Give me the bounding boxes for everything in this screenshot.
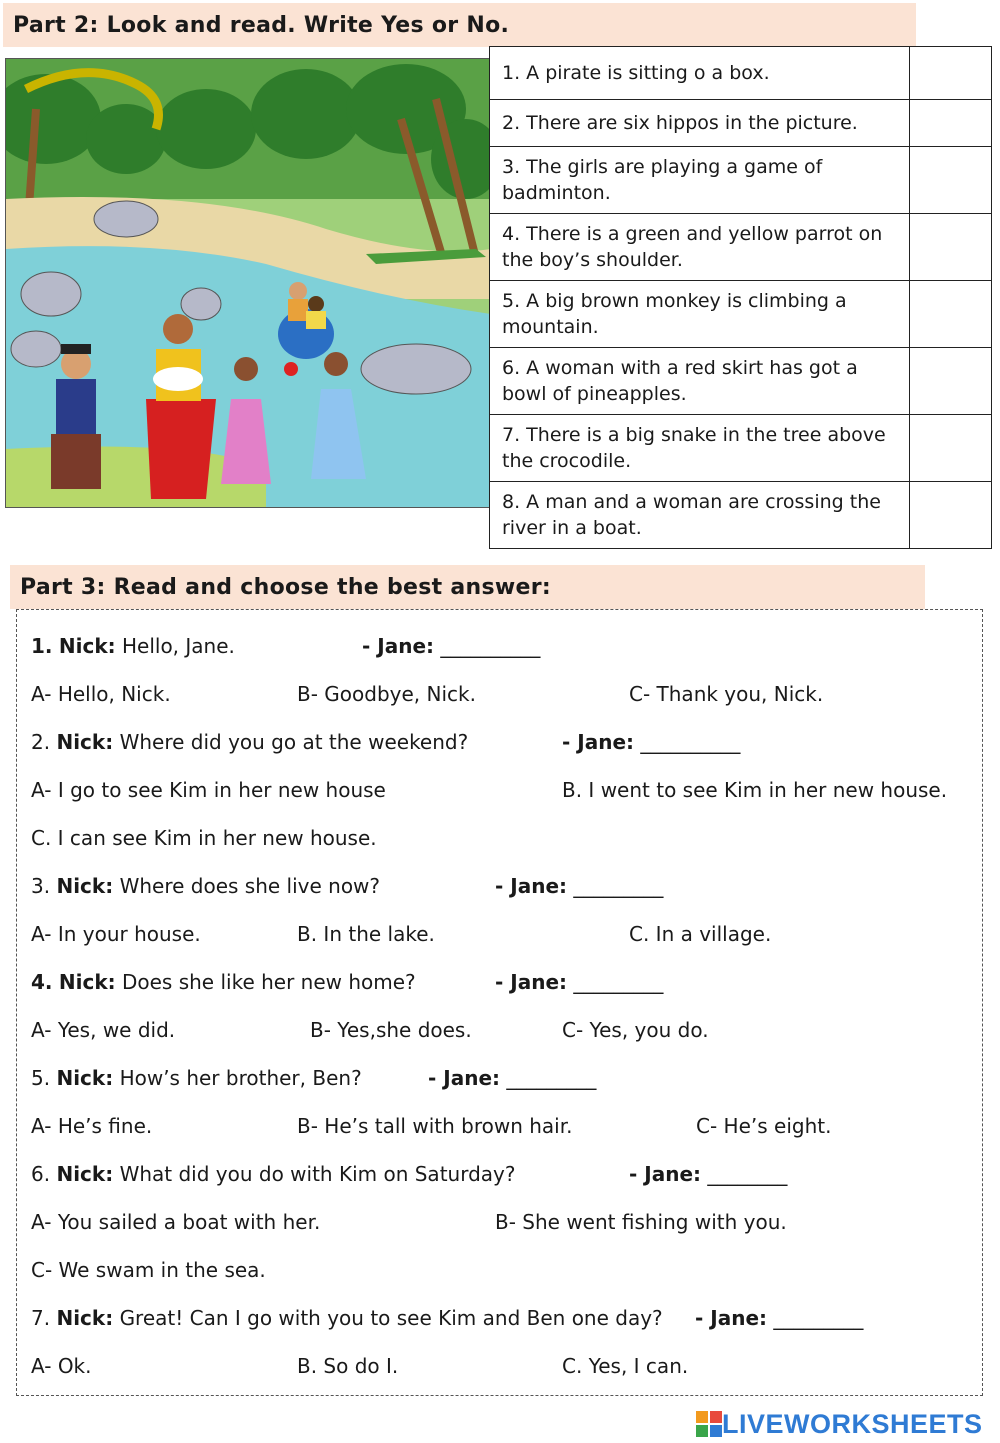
option-c[interactable]: C. Yes, I can. [562, 1354, 689, 1378]
option-c[interactable]: C. In a village. [629, 922, 772, 946]
option-a[interactable]: A- I go to see Kim in her new house [31, 778, 386, 802]
answer-box[interactable] [910, 415, 992, 482]
question-5: 5. Nick: How’s her brother, Ben? [31, 1066, 362, 1090]
table-row [490, 47, 992, 100]
option-a[interactable]: A- In your house. [31, 922, 201, 946]
reply-3: - Jane: _________ [495, 874, 664, 898]
yes-no-table [489, 46, 992, 549]
option-c[interactable]: C- He’s eight. [696, 1114, 832, 1138]
table-row [490, 482, 992, 549]
answer-blank[interactable]: _________ [573, 874, 664, 898]
table-row [490, 348, 992, 415]
quiz-box [16, 609, 983, 1396]
answer-box[interactable] [910, 47, 992, 100]
answer-blank[interactable]: _________ [506, 1066, 597, 1090]
reply-5: - Jane: _________ [428, 1066, 597, 1090]
answer-blank[interactable]: _________ [573, 970, 664, 994]
answer-box[interactable] [910, 147, 992, 214]
statement: 2. There are six hippos in the picture. [490, 100, 910, 147]
option-b[interactable]: B- He’s tall with brown hair. [297, 1114, 573, 1138]
answer-blank[interactable]: ________ [707, 1162, 788, 1186]
liveworksheets-brand [696, 1408, 996, 1440]
question-7: 7. Nick: Great! Can I go with you to see Kim and Ben one day? [31, 1306, 663, 1330]
part3-title: Part 3: Read and choose the best answer: [10, 565, 925, 609]
table-row [490, 147, 992, 214]
answer-box[interactable] [910, 100, 992, 147]
statement: 7. There is a big snake in the tree above the crocodile. [490, 415, 910, 482]
answer-blank[interactable]: __________ [640, 730, 741, 754]
statement: 6. A woman with a red skirt has got a bowl of pineapples. [490, 348, 910, 415]
question-1: 1. Nick: Hello, Jane. [31, 634, 235, 658]
question-4: 4. Nick: Does she like her new home? [31, 970, 416, 994]
option-b[interactable]: B. In the lake. [297, 922, 435, 946]
option-b[interactable]: B. I went to see Kim in her new house. [562, 778, 948, 802]
statement: 1. A pirate is sitting o a box. [490, 47, 910, 100]
answer-blank[interactable]: _________ [773, 1306, 864, 1330]
answer-box[interactable] [910, 214, 992, 281]
answer-box[interactable] [910, 348, 992, 415]
option-c[interactable]: C- Thank you, Nick. [629, 682, 824, 706]
option-a[interactable]: A- You sailed a boat with her. [31, 1210, 321, 1234]
liveworksheets-logo-icon [696, 1411, 722, 1437]
option-b[interactable]: B- Yes,she does. [310, 1018, 472, 1042]
jungle-river-illustration [5, 58, 490, 508]
question-2: 2. Nick: Where did you go at the weekend? [31, 730, 469, 754]
reply-2: - Jane: __________ [562, 730, 741, 754]
option-c[interactable]: C. I can see Kim in her new house. [31, 826, 377, 850]
answer-box[interactable] [910, 482, 992, 549]
question-3: 3. Nick: Where does she live now? [31, 874, 381, 898]
option-a[interactable]: A- He’s fine. [31, 1114, 153, 1138]
option-b[interactable]: B- Goodbye, Nick. [297, 682, 476, 706]
option-a[interactable]: A- Ok. [31, 1354, 92, 1378]
option-c[interactable]: C- Yes, you do. [562, 1018, 709, 1042]
table-row [490, 100, 992, 147]
table-row [490, 281, 992, 348]
option-a[interactable]: A- Yes, we did. [31, 1018, 176, 1042]
part2-title: Part 2: Look and read. Write Yes or No. [3, 3, 916, 47]
table-row [490, 214, 992, 281]
reply-6: - Jane: ________ [629, 1162, 788, 1186]
statement: 8. A man and a woman are crossing the river in a boat. [490, 482, 910, 549]
brand-name: LIVEWORKSHEETS [722, 1408, 983, 1439]
answer-box[interactable] [910, 281, 992, 348]
reply-7: - Jane: _________ [695, 1306, 864, 1330]
statement: 5. A big brown monkey is climbing a mountain. [490, 281, 910, 348]
option-b[interactable]: B. So do I. [297, 1354, 399, 1378]
option-c[interactable]: C- We swam in the sea. [31, 1258, 266, 1282]
reply-4: - Jane: _________ [495, 970, 664, 994]
reply-1: - Jane: __________ [362, 634, 541, 658]
question-6: 6. Nick: What did you do with Kim on Saturday? [31, 1162, 516, 1186]
table-row [490, 415, 992, 482]
option-b[interactable]: B- She went fishing with you. [495, 1210, 787, 1234]
statement: 3. The girls are playing a game of badminton. [490, 147, 910, 214]
answer-blank[interactable]: __________ [440, 634, 541, 658]
option-a[interactable]: A- Hello, Nick. [31, 682, 171, 706]
statement: 4. There is a green and yellow parrot on the boy’s shoulder. [490, 214, 910, 281]
